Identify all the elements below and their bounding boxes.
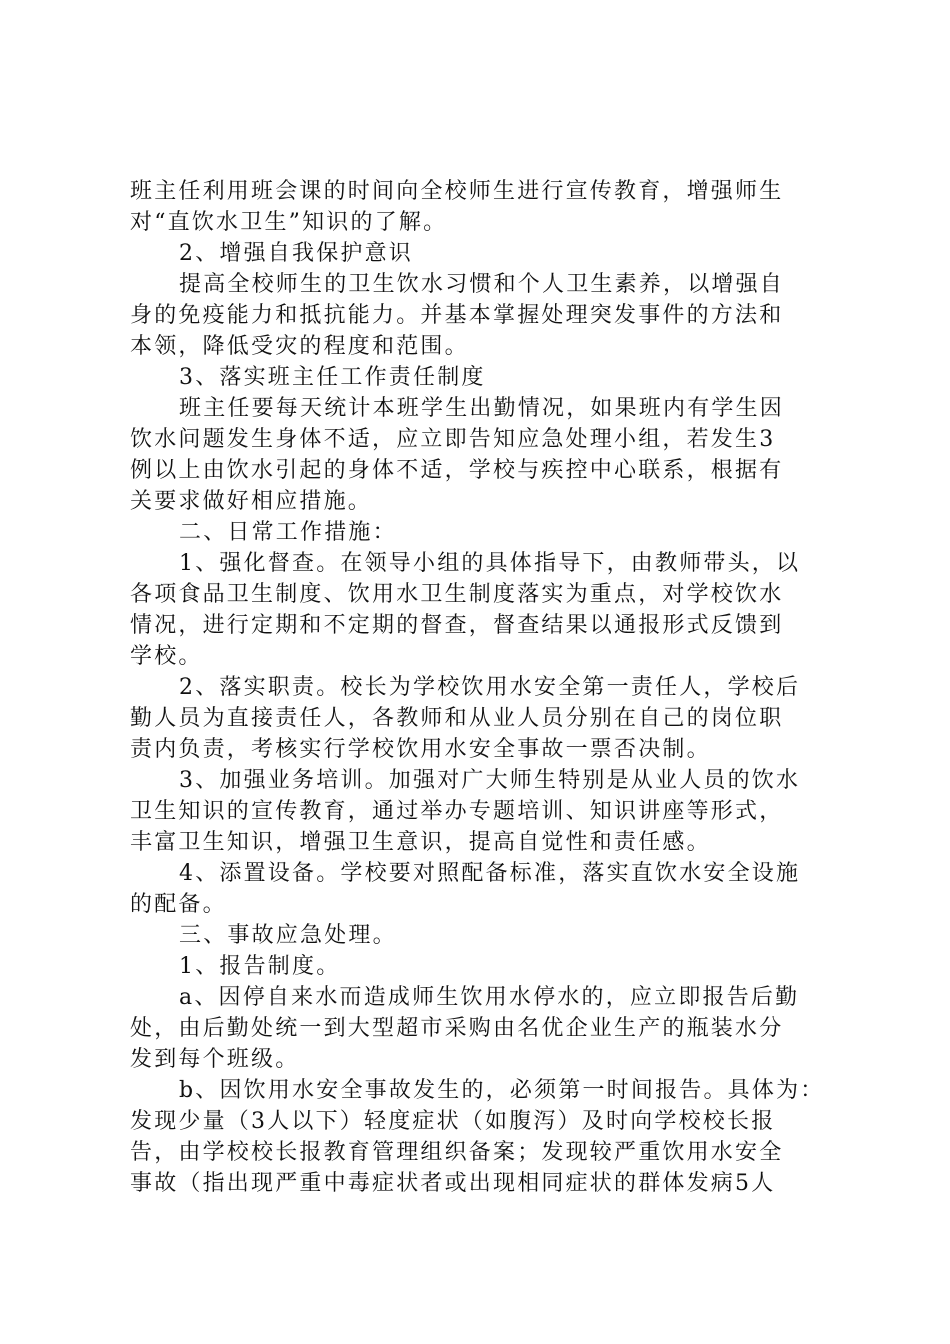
text-line: 学校。 bbox=[130, 644, 203, 669]
text-line: 处，由后勤处统一到大型超市采购由名优企业生产的瓶装水分 bbox=[130, 1016, 784, 1041]
text-line: 勤人员为直接责任人，各教师和从业人员分别在自己的岗位职 bbox=[130, 706, 784, 731]
text-line: 1、报告制度。 bbox=[179, 954, 341, 979]
text-line: 班主任利用班会课的时间向全校师生进行宣传教育，增强师生 bbox=[130, 179, 784, 204]
text-line: 卫生知识的宣传教育，通过举办专题培训、知识讲座等形式， bbox=[130, 799, 784, 824]
text-line: 发现少量（3人以下）轻度症状（如腹泻）及时向学校校长报 bbox=[130, 1109, 776, 1134]
text-line: b、因饮用水安全事故发生的，必须第一时间报告。具体为： bbox=[179, 1078, 825, 1103]
text-line: 二、日常工作措施： bbox=[179, 520, 397, 545]
text-line: 事故（指出现严重中毒症状者或出现相同症状的群体发病5人 bbox=[130, 1171, 776, 1196]
text-line: 提高全校师生的卫生饮水习惯和个人卫生素养，以增强自 bbox=[179, 272, 785, 297]
text-line: 告，由学校校长报教育管理组织备案；发现较严重饮用水安全 bbox=[130, 1140, 784, 1165]
text-line: 对“直饮水卫生”知识的了解。 bbox=[130, 210, 448, 235]
text-line: 的配备。 bbox=[130, 892, 227, 917]
text-line: a、因停自来水而造成师生饮用水停水的，应立即报告后勤 bbox=[179, 985, 800, 1010]
text-line: 饮水问题发生身体不适，应立即告知应急处理小组，若发生3 bbox=[130, 427, 776, 452]
document-body bbox=[130, 176, 830, 1199]
text-line: 2、落实职责。校长为学校饮用水安全第一责任人，学校后 bbox=[179, 675, 801, 700]
text-line: 本领，降低受灾的程度和范围。 bbox=[130, 334, 469, 359]
text-line: 情况，进行定期和不定期的督查，督查结果以通报形式反馈到 bbox=[130, 613, 784, 638]
text-line: 发到每个班级。 bbox=[130, 1047, 300, 1072]
text-line: 各项食品卫生制度、饮用水卫生制度落实为重点，对学校饮水 bbox=[130, 582, 784, 607]
text-line: 丰富卫生知识，增强卫生意识，提高自觉性和责任感。 bbox=[130, 830, 711, 855]
text-line: 身的免疫能力和抵抗能力。并基本掌握处理突发事件的方法和 bbox=[130, 303, 784, 328]
text-line: 4、添置设备。学校要对照配备标准，落实直饮水安全设施 bbox=[179, 861, 801, 886]
text-line: 3、落实班主任工作责任制度 bbox=[179, 365, 486, 390]
text-line: 3、加强业务培训。加强对广大师生特别是从业人员的饮水 bbox=[179, 768, 801, 793]
text-line: 责内负责，考核实行学校饮用水安全事故一票否决制。 bbox=[130, 737, 711, 762]
text-line: 关要求做好相应措施。 bbox=[130, 489, 373, 514]
text-line: 2、增强自我保护意识 bbox=[179, 241, 413, 266]
text-line: 1、强化督查。在领导小组的具体指导下，由教师带头，以 bbox=[179, 551, 801, 576]
text-line: 班主任要每天统计本班学生出勤情况，如果班内有学生因 bbox=[179, 396, 785, 421]
text-line: 三、事故应急处理。 bbox=[179, 923, 397, 948]
text-line: 例以上由饮水引起的身体不适，学校与疾控中心联系，根据有 bbox=[130, 458, 784, 483]
